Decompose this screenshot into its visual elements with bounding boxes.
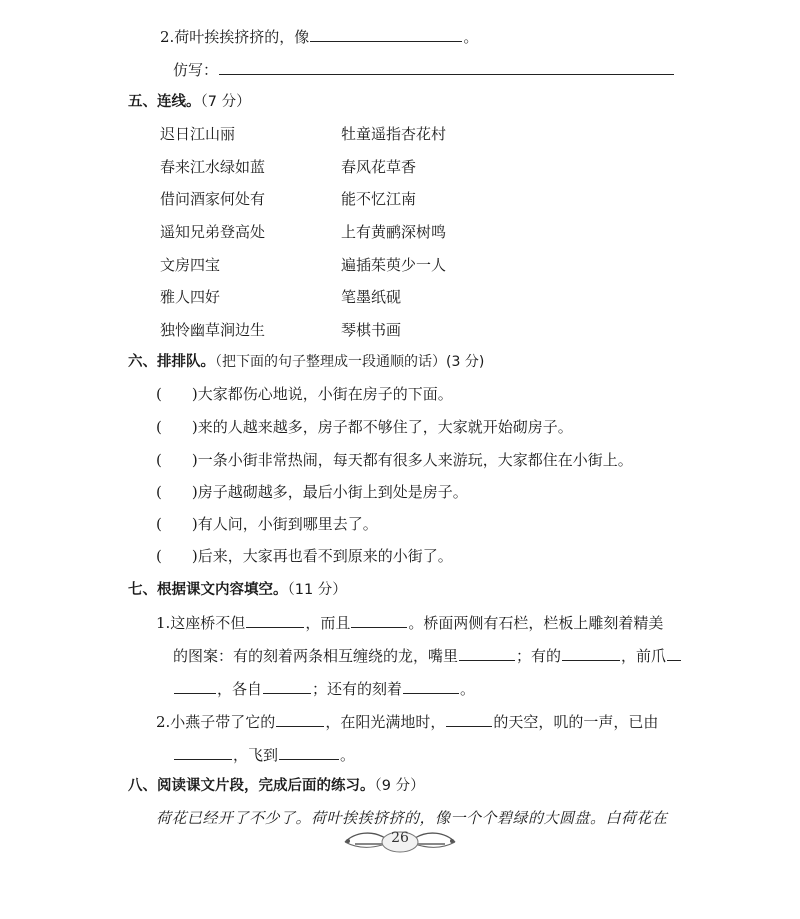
page-number: 26 [391,830,409,846]
q6-item: ( )来的人越来越多，房子都不够住了，大家就开始砌房子。 [156,418,573,436]
q7-line-5: ，飞到 。 [173,745,355,765]
q7-line-2: 的图案：有的刻着两条相互缠绕的龙，嘴里 ；有的 ，前爪 [173,646,682,666]
match-left-item[interactable]: 遥知兄弟登高处 [160,223,266,241]
q7-line-1: 1.这座桥不但 ，而且 。桥面两侧有石栏，栏板上雕刻着精美 [156,614,664,632]
imitate-answer-line[interactable] [219,60,674,75]
answer-blank[interactable] [174,745,232,760]
match-right-item[interactable]: 琴棋书画 [341,321,402,339]
q8-passage: 荷花已经开了不少了。荷叶挨挨挤挤的，像一个个碧绿的大圆盘。白荷花在 [156,809,668,827]
match-left-item[interactable]: 迟日江山丽 [160,125,236,143]
answer-blank[interactable] [403,679,459,694]
answer-blank[interactable] [351,613,407,628]
match-right-item[interactable]: 遍插茱萸少一人 [341,256,447,274]
answer-blank[interactable] [446,712,492,727]
q6-heading: 六、排排队。（把下面的句子整理成一段通顺的话）(3 分) [128,354,485,370]
q4-imitate-row: 仿写： [173,60,675,80]
answer-blank[interactable] [667,646,681,661]
match-left-item[interactable]: 独怜幽草涧边生 [160,321,266,339]
match-left-item[interactable]: 借问酒家何处有 [160,190,266,208]
match-right-item[interactable]: 牡童遥指杏花村 [341,125,447,143]
answer-blank[interactable] [562,646,620,661]
match-left-item[interactable]: 雅人四好 [160,288,221,306]
q6-item: ( )大家都伤心地说，小街在房子的下面。 [156,385,453,403]
answer-blank[interactable] [246,613,304,628]
answer-blank[interactable] [310,27,462,42]
q6-item: ( )一条小街非常热闹，每天都有很多人来游玩，大家都住在小街上。 [156,451,633,469]
answer-blank[interactable] [174,679,216,694]
q5-heading: 五、连线。（7 分） [128,94,251,110]
answer-blank[interactable] [263,679,311,694]
match-right-item[interactable]: 能不忆江南 [341,190,417,208]
match-right-item[interactable]: 笔墨纸砚 [341,288,402,306]
q4-item-2: 2.荷叶挨挨挤挤的，像 。 [160,28,479,46]
q6-item: ( )房子越砌越多，最后小街上到处是房子。 [156,483,468,501]
q8-heading: 八、阅读课文片段，完成后面的练习。（9 分） [128,778,425,794]
match-left-item[interactable]: 春来江水绿如蓝 [160,158,266,176]
q7-line-4: 2.小燕子带了它的 ，在阳光满地时， 的天空，叽的一声，已由 [156,713,659,731]
q6-item: ( )后来，大家再也看不到原来的小街了。 [156,547,453,565]
q7-heading: 七、根据课文内容填空。（11 分） [128,582,347,598]
answer-blank[interactable] [459,646,515,661]
q6-item: ( )有人问，小街到哪里去了。 [156,515,378,533]
answer-blank[interactable] [276,712,324,727]
match-right-item[interactable]: 上有黄鹂深树鸣 [341,223,447,241]
match-right-item[interactable]: 春风花草香 [341,158,417,176]
match-left-item[interactable]: 文房四宝 [160,256,221,274]
answer-blank[interactable] [279,745,339,760]
q7-line-3: ，各自 ；还有的刻着 。 [173,679,475,699]
